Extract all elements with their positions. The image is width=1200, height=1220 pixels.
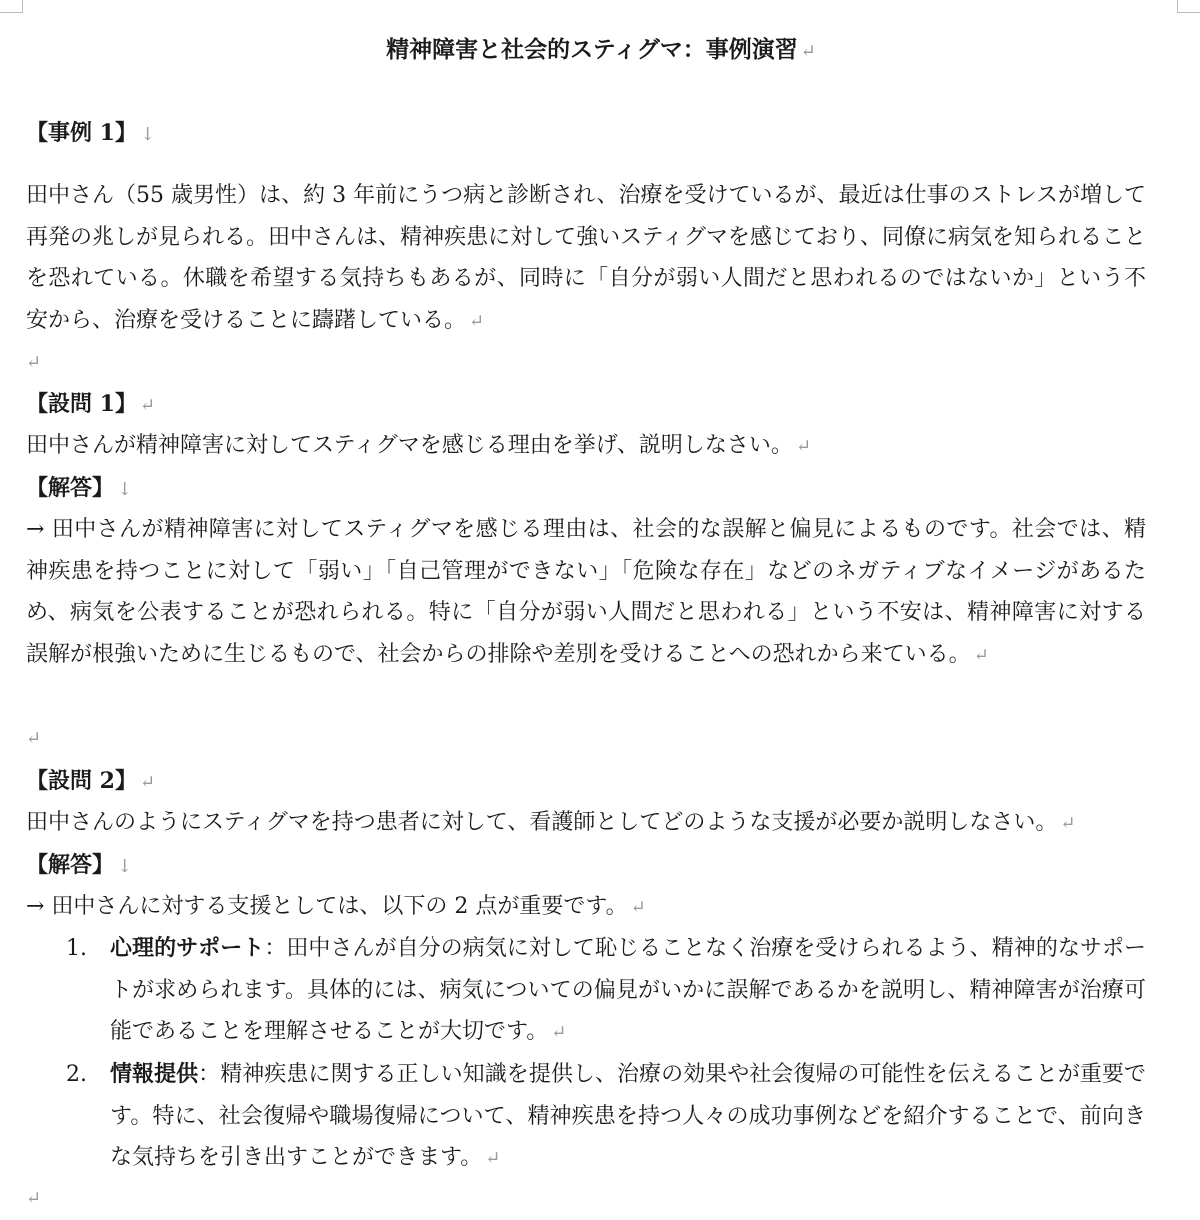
case1-text: 田中さん（55 歳男性）は、約 3 年前にうつ病と診断され、治療を受けているが、最近は仕事のストレスが増して再発の兆しが見られる。田中さんは、精神疾患に対して強いスティグマを感じており、同僚に病気を知られることを恐れている。休職を希望する気持ちもあるが、同時に「自分が弱い人間だと思われるのではないか」という不安から、治療を受けることに躊躇している。	[26, 183, 1146, 333]
crop-mark-top-left	[0, 0, 23, 13]
line-break-mark: ↓	[139, 124, 156, 145]
answer1-heading	[26, 467, 132, 511]
list-item	[66, 1054, 1146, 1180]
document-title	[26, 30, 1176, 72]
question1-text-content: 田中さんが精神障害に対してスティグマを感じる理由を挙げ、説明しなさい。	[26, 433, 793, 458]
question2-heading-text: 【設問 2】	[26, 768, 137, 794]
document-title-text: 精神障害と社会的スティグマ：事例演習	[386, 36, 798, 63]
list-item-term: 情報提供	[110, 1061, 199, 1087]
list-item-text: ：精神疾患に関する正しい知識を提供し、治療の効果や社会復帰の可能性を伝えることが重要です。特に、社会復帰や職場復帰について、精神疾患を持つ人々の成功事例などを紹介することで、前向きな気持ちを引き出すことができます。	[110, 1062, 1146, 1170]
answer1-text: → 田中さんが精神障害に対してスティグマを感じる理由は、社会的な誤解と偏見によるものです。社会では、精神疾患を持つことに対して「弱い」「自己管理ができない」「危険な存在」などのネガティブなイメージがあるため、病気を公表することが恐れられる。特に「自分が弱い人間だと思われる」という不安は、精神障害に対する誤解が根強いために生じるもので、社会からの排除や差別を受けることへの恐れから来ている。	[26, 517, 1146, 667]
paragraph-mark: ↵	[139, 772, 156, 793]
paragraph-mark: ↵	[630, 897, 646, 918]
paragraph-mark: ↵	[1060, 813, 1076, 834]
list-item-text: ：田中さんが自分の病気に対して恥じることなく治療を受けられるよう、精神的なサポートが求められます。具体的には、病気についての偏見がいかに誤解であるかを説明し、精神障害が治療可能であることを理解させることが大切です。	[110, 936, 1146, 1044]
paragraph-mark: ↵	[469, 310, 485, 332]
question1-heading	[26, 383, 155, 427]
paragraph-mark: ↵	[973, 644, 989, 666]
line-break-mark: ↓	[117, 856, 133, 877]
case1-heading	[26, 112, 155, 156]
case1-heading-text: 【事例 1】	[26, 120, 137, 146]
paragraph-mark: ↵	[795, 436, 812, 457]
question2-heading	[26, 760, 155, 804]
answer2-intro-text: → 田中さんに対する支援としては、以下の 2 点が重要です。	[26, 894, 628, 919]
question2-text-content: 田中さんのようにスティグマを持つ患者に対して、看護師としてどのような支援が必要か説明しなさい。	[26, 810, 1058, 835]
list-number: 2.	[66, 1062, 87, 1087]
answer2-heading	[26, 844, 132, 888]
answer2-heading-text: 【解答】	[26, 852, 115, 878]
empty-paragraph: ↵	[26, 352, 42, 373]
paragraph-mark: ↵	[551, 1022, 567, 1043]
answer1-heading-text: 【解答】	[26, 475, 115, 501]
empty-paragraph: ↵	[26, 1188, 42, 1209]
paragraph-mark: ↵	[800, 41, 816, 62]
answer2-intro	[26, 886, 646, 929]
list-item-term: 心理的サポート	[110, 935, 265, 961]
list-item	[66, 928, 1146, 1054]
question1-text	[26, 425, 811, 468]
case1-paragraph	[26, 175, 1146, 342]
answer1-paragraph	[26, 509, 1146, 676]
question2-text	[26, 802, 1075, 845]
empty-paragraph: ↵	[26, 728, 42, 749]
list-number: 1.	[66, 936, 87, 961]
line-break-mark: ↓	[117, 479, 133, 500]
list-item-body	[110, 928, 1146, 1054]
crop-mark-top-right	[1177, 0, 1200, 13]
question1-heading-text: 【設問 1】	[26, 391, 137, 417]
list-item-body	[110, 1054, 1146, 1180]
paragraph-mark: ↵	[485, 1148, 501, 1169]
paragraph-mark: ↵	[139, 395, 156, 416]
